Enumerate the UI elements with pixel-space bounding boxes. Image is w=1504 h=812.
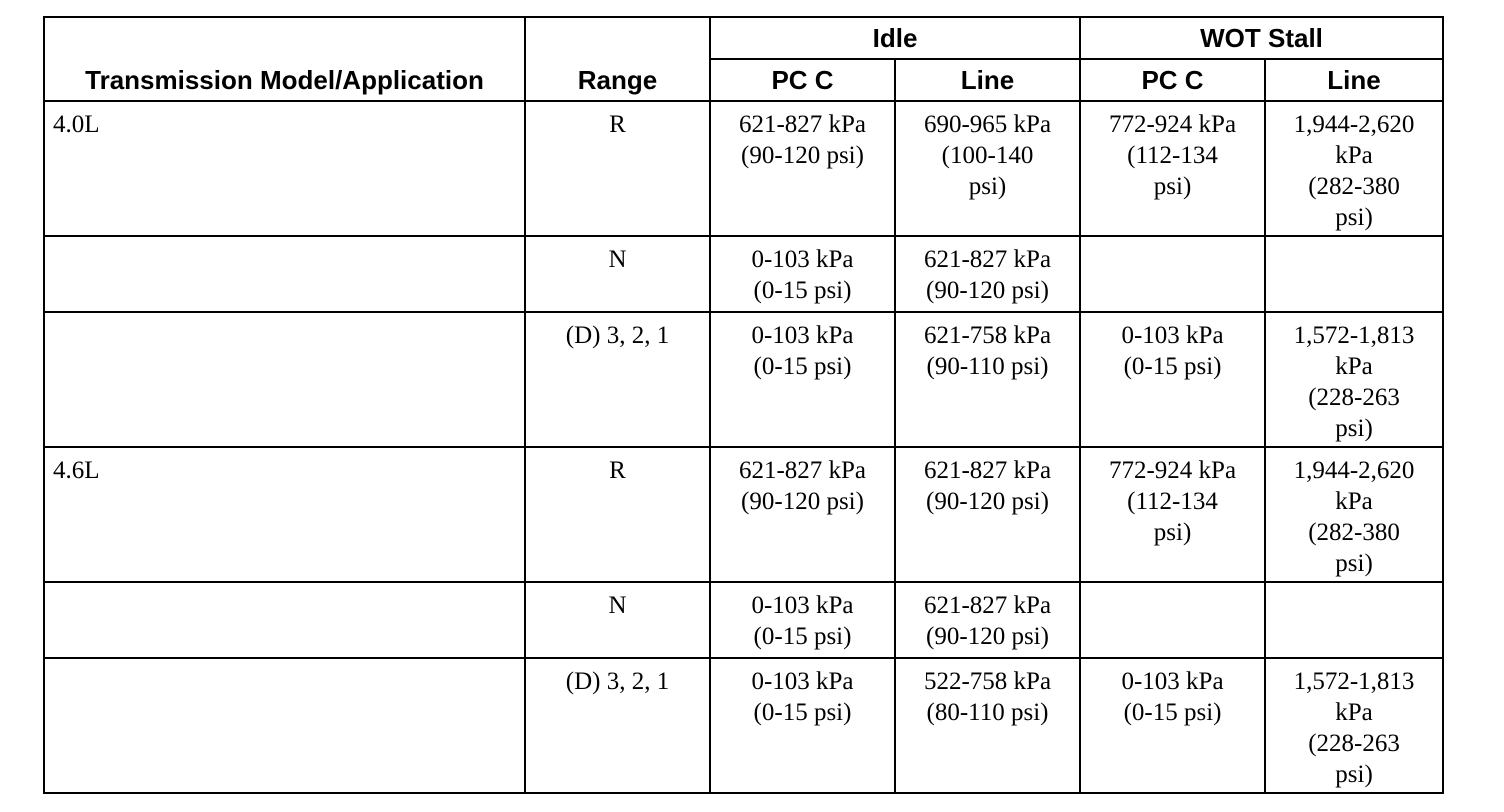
cell-model	[44, 582, 525, 658]
table-row	[44, 658, 1443, 793]
cell-wot-pcc	[1080, 236, 1265, 312]
cell-line: 772-924 kPa	[1108, 457, 1237, 484]
cell-range	[525, 658, 710, 793]
cell-wot-line	[1265, 312, 1443, 447]
cell-line: 690-965 kPa	[923, 111, 1052, 138]
cell-line: (228-263	[1308, 730, 1400, 757]
table-row	[44, 312, 1443, 447]
cell-line: (0-15 psi)	[1123, 353, 1222, 380]
cell-wot-pcc	[1080, 101, 1265, 236]
cell-idle-pcc	[710, 101, 895, 236]
cell-line: (90-120 psi)	[741, 488, 864, 515]
table-row	[44, 582, 1443, 658]
cell-line: (90-110 psi)	[926, 353, 1049, 380]
cell-text: R	[609, 111, 626, 138]
cell-idle-pcc	[710, 582, 895, 658]
cell-line: psi)	[1153, 173, 1192, 200]
cell-line: 522-758 kPa	[923, 668, 1052, 695]
table-row	[44, 101, 1443, 236]
cell-line: (112-134	[1127, 488, 1218, 515]
cell-line: 621-827 kPa	[923, 592, 1052, 619]
cell-range	[525, 101, 710, 236]
cell-line: kPa	[1335, 142, 1373, 169]
cell-line: kPa	[1335, 353, 1373, 380]
header-range: Range	[525, 17, 710, 101]
cell-line: 0-103 kPa	[1121, 322, 1224, 349]
header-model: Transmission Model/Application	[44, 17, 525, 101]
cell-text: (D) 3, 2, 1	[565, 668, 670, 695]
cell-idle-pcc	[710, 658, 895, 793]
cell-line: (80-110 psi)	[926, 699, 1049, 726]
cell-idle-pcc	[710, 447, 895, 582]
cell-model	[44, 101, 525, 236]
cell-wot-line	[1265, 658, 1443, 793]
cell-line: 1,944-2,620	[1293, 457, 1415, 484]
cell-line: psi)	[1335, 761, 1373, 788]
cell-wot-pcc	[1080, 658, 1265, 793]
cell-line: 1,572-1,813	[1293, 668, 1415, 695]
header-idle: Idle	[710, 17, 1080, 59]
header-wot-stall: WOT Stall	[1080, 17, 1443, 59]
cell-range	[525, 236, 710, 312]
header-wot-line: Line	[1265, 59, 1443, 101]
cell-range	[525, 447, 710, 582]
cell-line: psi)	[1335, 415, 1373, 442]
cell-line: 0-103 kPa	[751, 246, 854, 273]
cell-wot-line	[1265, 582, 1443, 658]
cell-line: (0-15 psi)	[753, 623, 852, 650]
cell-line: (0-15 psi)	[753, 353, 852, 380]
cell-text: N	[608, 592, 627, 619]
cell-range	[525, 582, 710, 658]
cell-line: (0-15 psi)	[753, 699, 852, 726]
cell-line: 0-103 kPa	[751, 592, 854, 619]
cell-idle-line	[895, 312, 1080, 447]
cell-line: 621-827 kPa	[923, 246, 1052, 273]
cell-text: N	[608, 246, 627, 273]
cell-line: (90-120 psi)	[926, 488, 1049, 515]
cell-line: 0-103 kPa	[1121, 668, 1224, 695]
cell-line: (90-120 psi)	[741, 142, 864, 169]
cell-line: 1,944-2,620	[1293, 111, 1415, 138]
cell-line: (282-380	[1308, 519, 1400, 546]
cell-line: psi)	[1335, 550, 1373, 577]
cell-line: 0-103 kPa	[751, 322, 854, 349]
cell-line: psi)	[1335, 204, 1373, 231]
cell-line: 0-103 kPa	[751, 668, 854, 695]
cell-idle-pcc	[710, 312, 895, 447]
cell-idle-pcc	[710, 236, 895, 312]
cell-idle-line	[895, 236, 1080, 312]
cell-line: kPa	[1335, 488, 1373, 515]
table-row	[44, 236, 1443, 312]
cell-line: 621-827 kPa	[738, 111, 867, 138]
cell-line: (0-15 psi)	[753, 277, 852, 304]
cell-line: (228-263	[1308, 384, 1400, 411]
cell-model	[44, 447, 525, 582]
table-body	[44, 101, 1443, 793]
cell-range	[525, 312, 710, 447]
cell-line: (90-120 psi)	[926, 277, 1049, 304]
cell-text: R	[609, 457, 626, 484]
header-idle-pcc: PC C	[710, 59, 895, 101]
header-idle-line: Line	[895, 59, 1080, 101]
cell-wot-pcc	[1080, 582, 1265, 658]
cell-line: 772-924 kPa	[1108, 111, 1237, 138]
cell-wot-line	[1265, 236, 1443, 312]
cell-line: psi)	[968, 173, 1007, 200]
header-row-groups	[44, 17, 1443, 59]
cell-text: (D) 3, 2, 1	[565, 322, 670, 349]
cell-wot-line	[1265, 101, 1443, 236]
cell-line: (112-134	[1127, 142, 1218, 169]
header-wot-pcc: PC C	[1080, 59, 1265, 101]
pressure-spec-table	[43, 16, 1444, 794]
cell-line: (100-140	[941, 142, 1034, 169]
cell-line: psi)	[1153, 519, 1192, 546]
cell-wot-pcc	[1080, 312, 1265, 447]
cell-line: (0-15 psi)	[1123, 699, 1222, 726]
cell-model	[44, 658, 525, 793]
cell-idle-line	[895, 658, 1080, 793]
cell-idle-line	[895, 582, 1080, 658]
cell-line: (282-380	[1308, 173, 1400, 200]
cell-wot-line	[1265, 447, 1443, 582]
cell-line: 621-827 kPa	[923, 457, 1052, 484]
cell-idle-line	[895, 101, 1080, 236]
cell-model	[44, 236, 525, 312]
cell-line: 1,572-1,813	[1293, 322, 1415, 349]
cell-line: kPa	[1335, 699, 1373, 726]
cell-line: 621-827 kPa	[738, 457, 867, 484]
cell-text: 4.0L	[53, 111, 100, 138]
cell-wot-pcc	[1080, 447, 1265, 582]
table-row	[44, 447, 1443, 582]
cell-text: 4.6L	[53, 457, 100, 484]
cell-line: 621-758 kPa	[923, 322, 1052, 349]
cell-idle-line	[895, 447, 1080, 582]
cell-model	[44, 312, 525, 447]
cell-line: (90-120 psi)	[926, 623, 1049, 650]
